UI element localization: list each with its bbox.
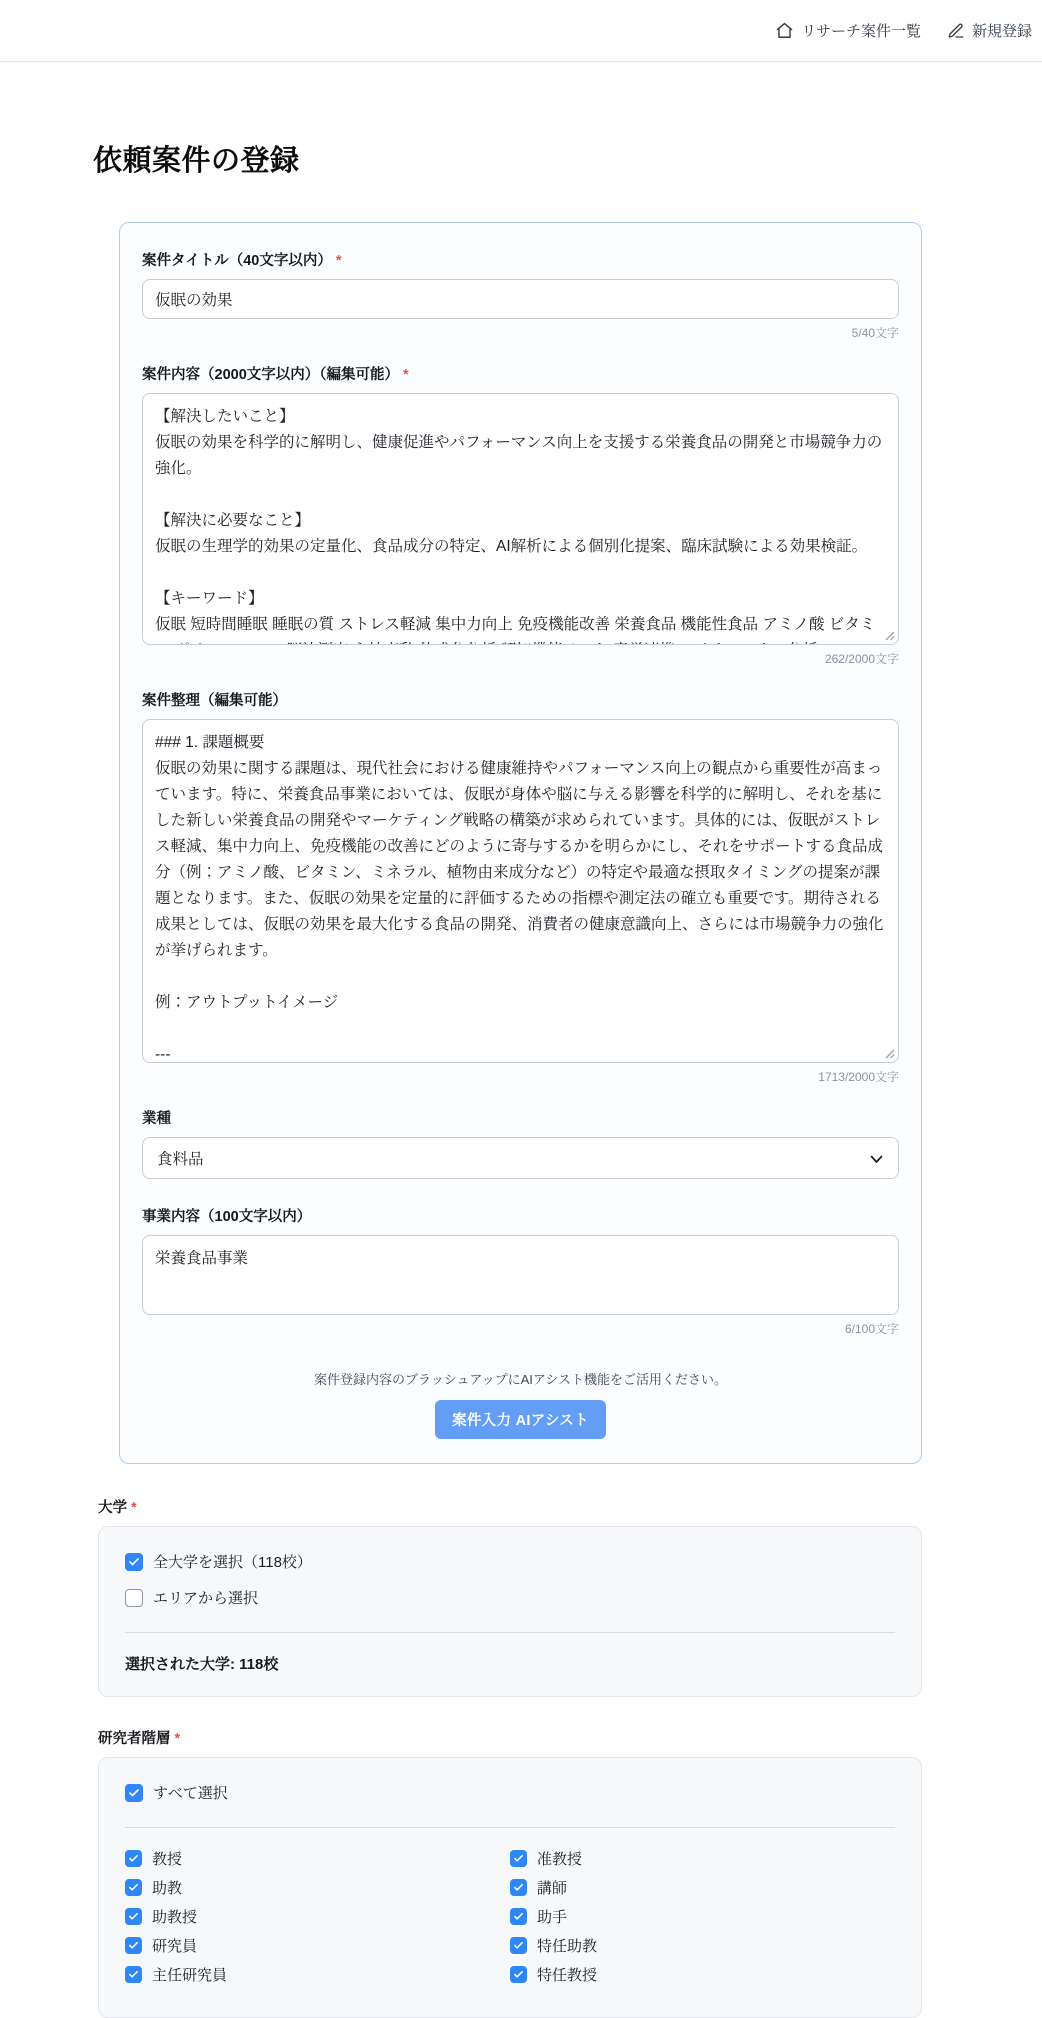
project-content-label: 案件内容（2000文字以内）（編集可能） * [142, 367, 409, 383]
ai-assist-note: 案件登録内容のブラッシュアップにAIアシスト機能をご活用ください。 [314, 1372, 727, 1387]
business-counter: 6/100文字 [844, 1322, 899, 1336]
field-business [142, 1205, 899, 1337]
select-all-ranks-label: すべて選択 [153, 1785, 228, 1802]
business-label: 事業内容（100文字以内） [142, 1209, 312, 1225]
chevron-down-icon [870, 1155, 883, 1164]
researcher-rank-checkbox[interactable]: 主任研究員 [125, 1966, 510, 1983]
checkbox-icon [125, 1589, 143, 1607]
required-asterisk: * [335, 253, 342, 269]
university-section-label: 大学 * [98, 1500, 137, 1516]
project-content-counter: 262/2000文字 [824, 652, 899, 666]
top-nav [0, 0, 1042, 62]
select-by-area-checkbox[interactable] [125, 1587, 895, 1608]
select-all-ranks-checkbox[interactable] [125, 1782, 895, 1803]
project-title-counter: 5/40文字 [851, 326, 899, 340]
researcher-rank-checkbox[interactable]: 助教授 [125, 1908, 510, 1925]
checkbox-icon [510, 1908, 527, 1925]
divider [125, 1827, 895, 1828]
university-section [98, 1496, 922, 1697]
required-asterisk: * [131, 1500, 137, 1516]
project-summary-counter: 1713/2000文字 [818, 1070, 899, 1084]
checkbox-icon [125, 1937, 142, 1954]
checkbox-icon [125, 1784, 143, 1802]
project-title-label: 案件タイトル（40文字以内） * [142, 253, 342, 269]
checkbox-icon [510, 1879, 527, 1896]
required-asterisk: * [403, 367, 409, 383]
checkbox-icon [125, 1553, 143, 1571]
researcher-rank-checkbox[interactable]: 研究員 [125, 1937, 510, 1954]
project-title-input[interactable] [142, 279, 899, 319]
home-icon [775, 21, 794, 40]
project-content-textarea[interactable] [142, 393, 899, 645]
industry-label: 業種 [142, 1111, 171, 1127]
required-asterisk: * [174, 1731, 181, 1747]
nav-new-registration[interactable] [947, 20, 1032, 41]
researcher-card [98, 1757, 922, 2018]
researcher-rank-checkbox[interactable]: 助手 [510, 1908, 895, 1925]
request-form-card [119, 222, 922, 1464]
checkbox-icon [125, 1908, 142, 1925]
select-all-universities-label: 全大学を選択（118校） [153, 1554, 312, 1571]
field-project-content [142, 363, 899, 667]
researcher-section [98, 1727, 922, 2018]
ai-assist-button[interactable]: 案件入力 AIアシスト [435, 1400, 606, 1439]
select-all-universities-checkbox[interactable] [125, 1551, 895, 1572]
nav-new-registration-label: 新規登録 [971, 23, 1032, 40]
researcher-column [125, 1850, 510, 1989]
university-card [98, 1526, 922, 1697]
researcher-rank-checkbox[interactable]: 助教 [125, 1879, 510, 1896]
divider [125, 1632, 895, 1633]
checkbox-icon [125, 1850, 142, 1867]
researcher-rank-checkbox[interactable]: 特任教授 [510, 1966, 895, 1983]
checkbox-icon [510, 1966, 527, 1983]
business-textarea[interactable] [142, 1235, 899, 1315]
checkbox-icon [510, 1850, 527, 1867]
project-summary-label: 案件整理（編集可能） [142, 693, 287, 709]
field-industry [142, 1107, 899, 1179]
nav-research-list[interactable] [775, 20, 921, 41]
field-project-summary [142, 689, 899, 1085]
researcher-grid [125, 1850, 895, 1989]
researcher-section-label: 研究者階層 * [98, 1731, 181, 1747]
selected-universities-summary: 選択された大学: 118校 [125, 1656, 279, 1673]
main-content [0, 138, 1042, 2018]
researcher-column [510, 1850, 895, 1989]
checkbox-icon [125, 1879, 142, 1896]
researcher-rank-checkbox[interactable]: 講師 [510, 1879, 895, 1896]
industry-select[interactable] [142, 1137, 899, 1179]
top-nav-links [775, 20, 1032, 41]
pencil-icon [947, 22, 965, 40]
industry-select-value: 食料品 [157, 1151, 204, 1168]
project-summary-textarea[interactable] [142, 719, 899, 1063]
researcher-rank-checkbox[interactable]: 准教授 [510, 1850, 895, 1867]
page-title: 依頼案件の登録 [93, 145, 300, 177]
researcher-rank-checkbox[interactable]: 教授 [125, 1850, 510, 1867]
select-by-area-label: エリアから選択 [153, 1590, 259, 1607]
field-project-title [142, 249, 899, 341]
nav-research-list-label: リサーチ案件一覧 [801, 23, 921, 40]
checkbox-icon [510, 1937, 527, 1954]
researcher-rank-checkbox[interactable]: 特任助教 [510, 1937, 895, 1954]
checkbox-icon [125, 1966, 142, 1983]
